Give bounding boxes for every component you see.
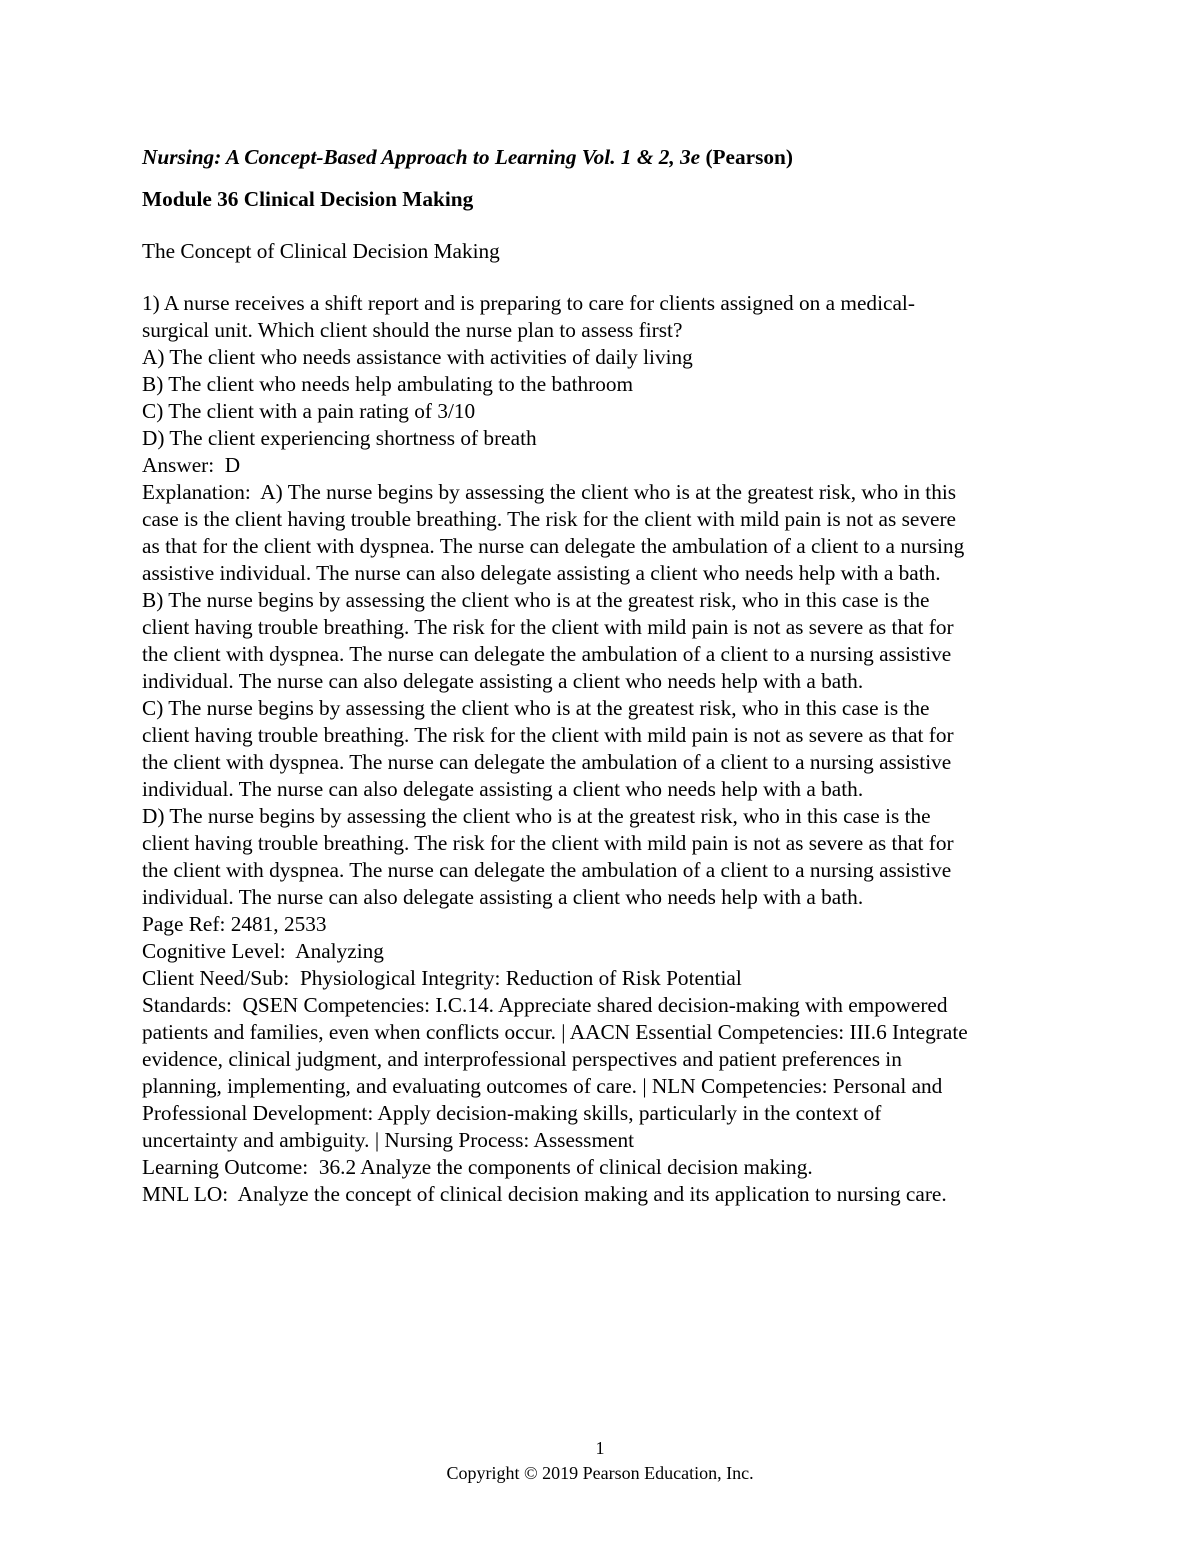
explanation-line: as that for the client with dyspnea. The nurse can delegate the ambulation of a client to a nursing bbox=[142, 534, 965, 558]
client-need: Client Need/Sub: Physiological Integrity: Reduction of Risk Potential bbox=[142, 966, 742, 990]
explanation-line: client having trouble breathing. The risk for the client with mild pain is not as severe as that for bbox=[142, 723, 954, 747]
question-stem-line: surgical unit. Which client should the nurse plan to assess first? bbox=[142, 318, 683, 342]
explanation-line: Explanation: A) The nurse begins by assessing the client who is at the greatest risk, who in this bbox=[142, 480, 957, 504]
answer-option-a: A) The client who needs assistance with activities of daily living bbox=[142, 345, 693, 369]
standards-line: Professional Development: Apply decision-making skills, particularly in the context of bbox=[142, 1101, 882, 1125]
copyright-notice: Copyright © 2019 Pearson Education, Inc. bbox=[446, 1463, 754, 1483]
explanation-line: the client with dyspnea. The nurse can delegate the ambulation of a client to a nursing assistive bbox=[142, 858, 952, 882]
question-block bbox=[142, 290, 1072, 1208]
explanation-line: individual. The nurse can also delegate assisting a client who needs help with a bath. bbox=[142, 669, 864, 693]
explanation-line: assistive individual. The nurse can also delegate assisting a client who needs help with a bath. bbox=[142, 561, 941, 585]
explanation-line: B) The nurse begins by assessing the client who is at the greatest risk, who in this case is the bbox=[142, 588, 930, 612]
page-ref: Page Ref: 2481, 2533 bbox=[142, 912, 327, 936]
explanation-line: D) The nurse begins by assessing the client who is at the greatest risk, who in this case is the bbox=[142, 804, 931, 828]
learning-outcome: Learning Outcome: 36.2 Analyze the components of clinical decision making. bbox=[142, 1155, 813, 1179]
book-title-italic: Nursing: A Concept-Based Approach to Learning Vol. 1 & 2, 3e bbox=[142, 145, 701, 169]
explanation-line: the client with dyspnea. The nurse can delegate the ambulation of a client to a nursing assistive bbox=[142, 642, 952, 666]
standards-line: Standards: QSEN Competencies: I.C.14. Appreciate shared decision-making with empowered bbox=[142, 993, 948, 1017]
standards-line: patients and families, even when conflicts occur. | AACN Essential Competencies: III.6 Integrate bbox=[142, 1020, 968, 1044]
book-title bbox=[142, 142, 1072, 172]
explanation-line: client having trouble breathing. The risk for the client with mild pain is not as severe as that for bbox=[142, 831, 954, 855]
explanation-line: individual. The nurse can also delegate assisting a client who needs help with a bath. bbox=[142, 777, 864, 801]
explanation-line: individual. The nurse can also delegate assisting a client who needs help with a bath. bbox=[142, 885, 864, 909]
answer-key: Answer: D bbox=[142, 453, 241, 477]
explanation-line: client having trouble breathing. The risk for the client with mild pain is not as severe as that for bbox=[142, 615, 954, 639]
book-title-publisher: (Pearson) bbox=[700, 145, 793, 169]
concept-title: The Concept of Clinical Decision Making bbox=[142, 239, 500, 263]
standards-line: evidence, clinical judgment, and interprofessional perspectives and patient preferences in bbox=[142, 1047, 902, 1071]
module-title: Module 36 Clinical Decision Making bbox=[142, 187, 474, 211]
page-content bbox=[142, 142, 1072, 1208]
answer-option-c: C) The client with a pain rating of 3/10 bbox=[142, 399, 476, 423]
question-stem-line: 1) A nurse receives a shift report and is preparing to care for clients assigned on a medical- bbox=[142, 291, 915, 315]
answer-option-b: B) The client who needs help ambulating to the bathroom bbox=[142, 372, 634, 396]
standards-line: planning, implementing, and evaluating outcomes of care. | NLN Competencies: Personal and bbox=[142, 1074, 943, 1098]
answer-option-d: D) The client experiencing shortness of breath bbox=[142, 426, 537, 450]
standards-line: uncertainty and ambiguity. | Nursing Process: Assessment bbox=[142, 1128, 635, 1152]
page-number: 1 bbox=[595, 1438, 605, 1458]
cognitive-level: Cognitive Level: Analyzing bbox=[142, 939, 384, 963]
mnl-lo: MNL LO: Analyze the concept of clinical decision making and its application to nursing care. bbox=[142, 1182, 947, 1206]
explanation-line: C) The nurse begins by assessing the client who is at the greatest risk, who in this case is the bbox=[142, 696, 930, 720]
explanation-line: the client with dyspnea. The nurse can delegate the ambulation of a client to a nursing assistive bbox=[142, 750, 952, 774]
explanation-line: case is the client having trouble breathing. The risk for the client with mild pain is not as severe bbox=[142, 507, 956, 531]
